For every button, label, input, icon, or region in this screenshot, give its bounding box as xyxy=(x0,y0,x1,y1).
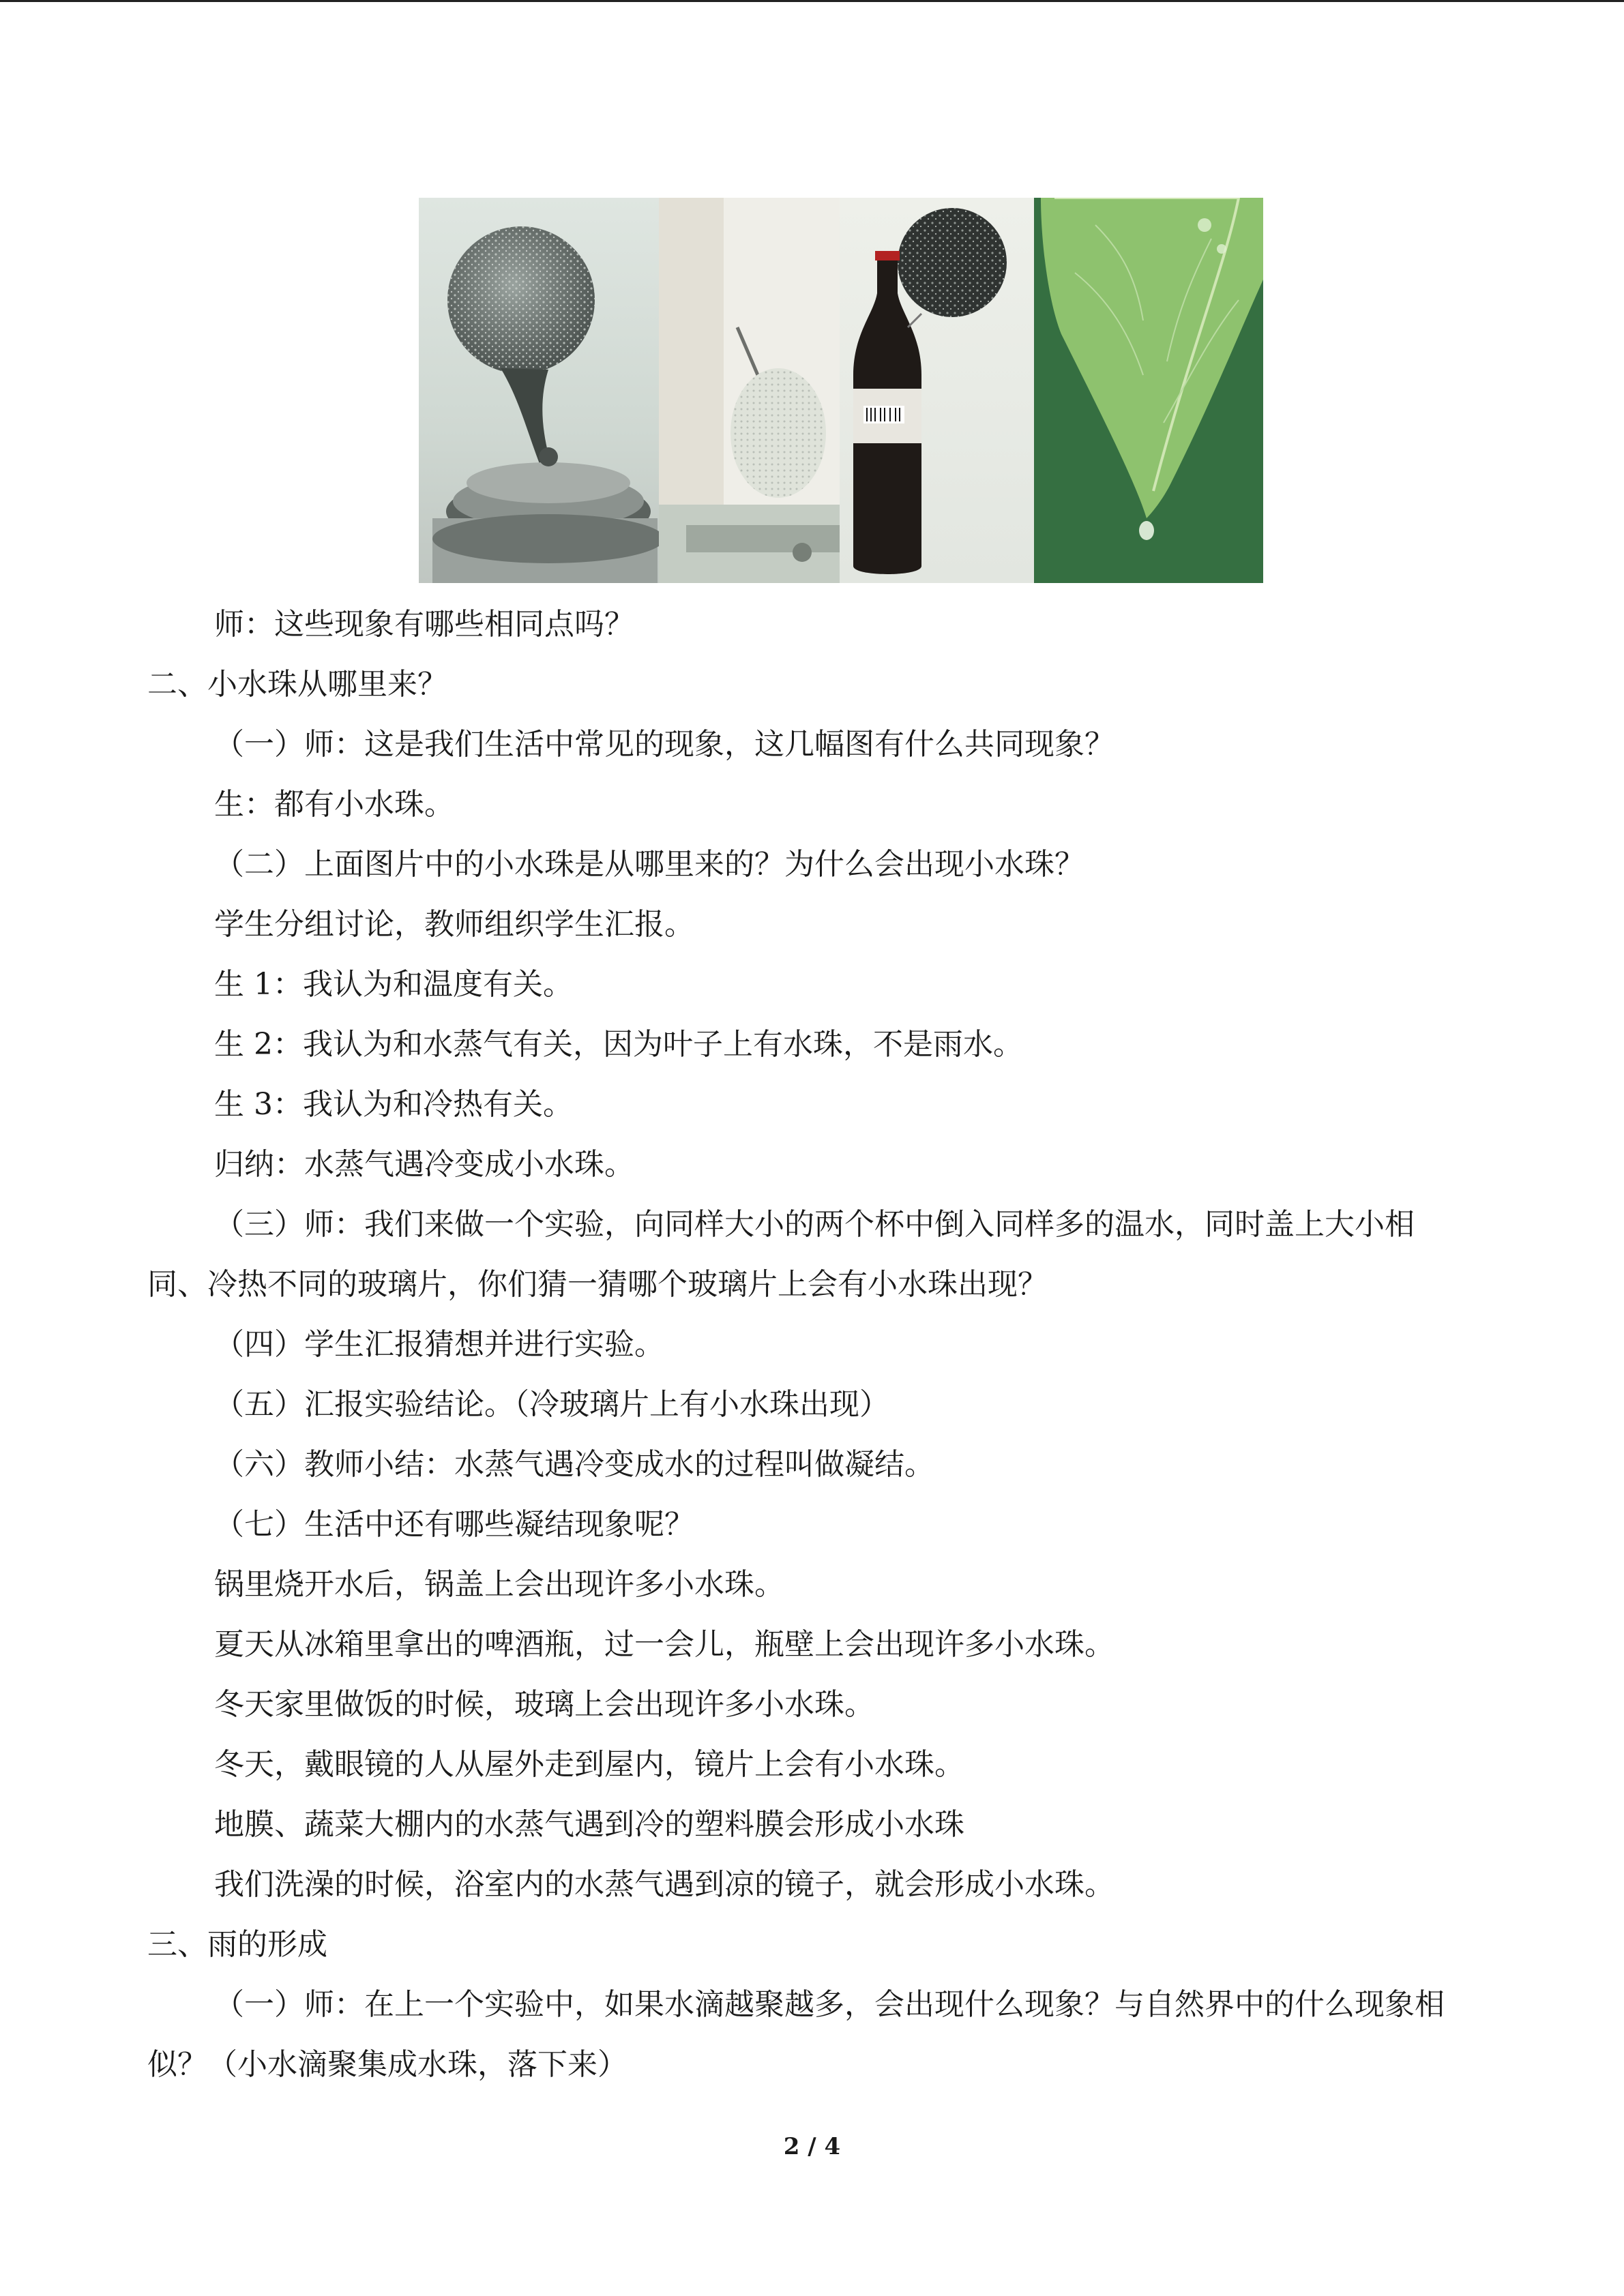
paragraph: 生 1：我认为和温度有关。 xyxy=(214,967,573,1002)
paragraph: 归纳：水蒸气遇冷变成小水珠。 xyxy=(214,1147,634,1182)
paragraph: 地膜、蔬菜大棚内的水蒸气遇到冷的塑料膜会形成小水珠 xyxy=(214,1807,964,1842)
paragraph: 冬天，戴眼镜的人从屋外走到屋内，镜片上会有小水珠。 xyxy=(214,1747,964,1782)
paragraph: 生 2：我认为和水蒸气有关，因为叶子上有水珠，不是雨水。 xyxy=(214,1027,1023,1062)
paragraph: 锅里烧开水后，锅盖上会出现许多小水珠。 xyxy=(214,1567,784,1602)
top-border-line xyxy=(0,0,1624,2)
paragraph: （三）师：我们来做一个实验，向同样大小的两个杯中倒入同样多的温水，同时盖上大小相同、冷热不同的玻璃片，你们猜一猜哪个玻璃片上会有小水珠出现？ xyxy=(147,1207,1415,1302)
photo-leaf-dew xyxy=(1034,198,1263,583)
photo-glass-droplets xyxy=(659,198,840,583)
paragraph: （五）汇报实验结论。（冷玻璃片上有小水珠出现） xyxy=(214,1387,889,1422)
section-heading: 三、雨的形成 xyxy=(147,1927,327,1962)
paragraph: （二）上面图片中的小水珠是从哪里来的？为什么会出现小水珠？ xyxy=(214,847,1084,882)
paragraph: 生：都有小水珠。 xyxy=(214,787,454,822)
paragraph: （一）师：这是我们生活中常见的现象，这几幅图有什么共同现象？ xyxy=(214,727,1114,762)
paragraph: 师：这些现象有哪些相同点吗？ xyxy=(214,607,634,642)
page-number: 2 / 4 xyxy=(783,2133,841,2160)
paragraph: （四）学生汇报猜想并进行实验。 xyxy=(214,1327,664,1362)
paragraph: （一）师：在上一个实验中，如果水滴越聚越多，会出现什么现象？与自然界中的什么现象相似？（小水滴聚集成水珠，落下来） xyxy=(147,1987,1445,2082)
paragraph: 冬天家里做饭的时候，玻璃上会出现许多小水珠。 xyxy=(214,1687,874,1722)
paragraph: 生 3：我认为和冷热有关。 xyxy=(214,1087,573,1122)
paragraph: 我们洗澡的时候，浴室内的水蒸气遇到凉的镜子，就会形成小水珠。 xyxy=(214,1867,1114,1902)
paragraph: 夏天从冰箱里拿出的啤酒瓶，过一会儿，瓶壁上会出现许多小水珠。 xyxy=(214,1627,1114,1662)
paragraph: （六）教师小结：水蒸气遇冷变成水的过程叫做凝结。 xyxy=(214,1447,934,1482)
section-heading: 二、小水珠从哪里来？ xyxy=(147,667,447,702)
paragraph: （七）生活中还有哪些凝结现象呢？ xyxy=(214,1507,694,1542)
photo-cold-bottle xyxy=(840,198,1034,583)
photo-pot-lid xyxy=(419,198,659,583)
condensation-photo-strip xyxy=(419,198,1263,583)
paragraph: 学生分组讨论，教师组织学生汇报。 xyxy=(214,907,694,942)
